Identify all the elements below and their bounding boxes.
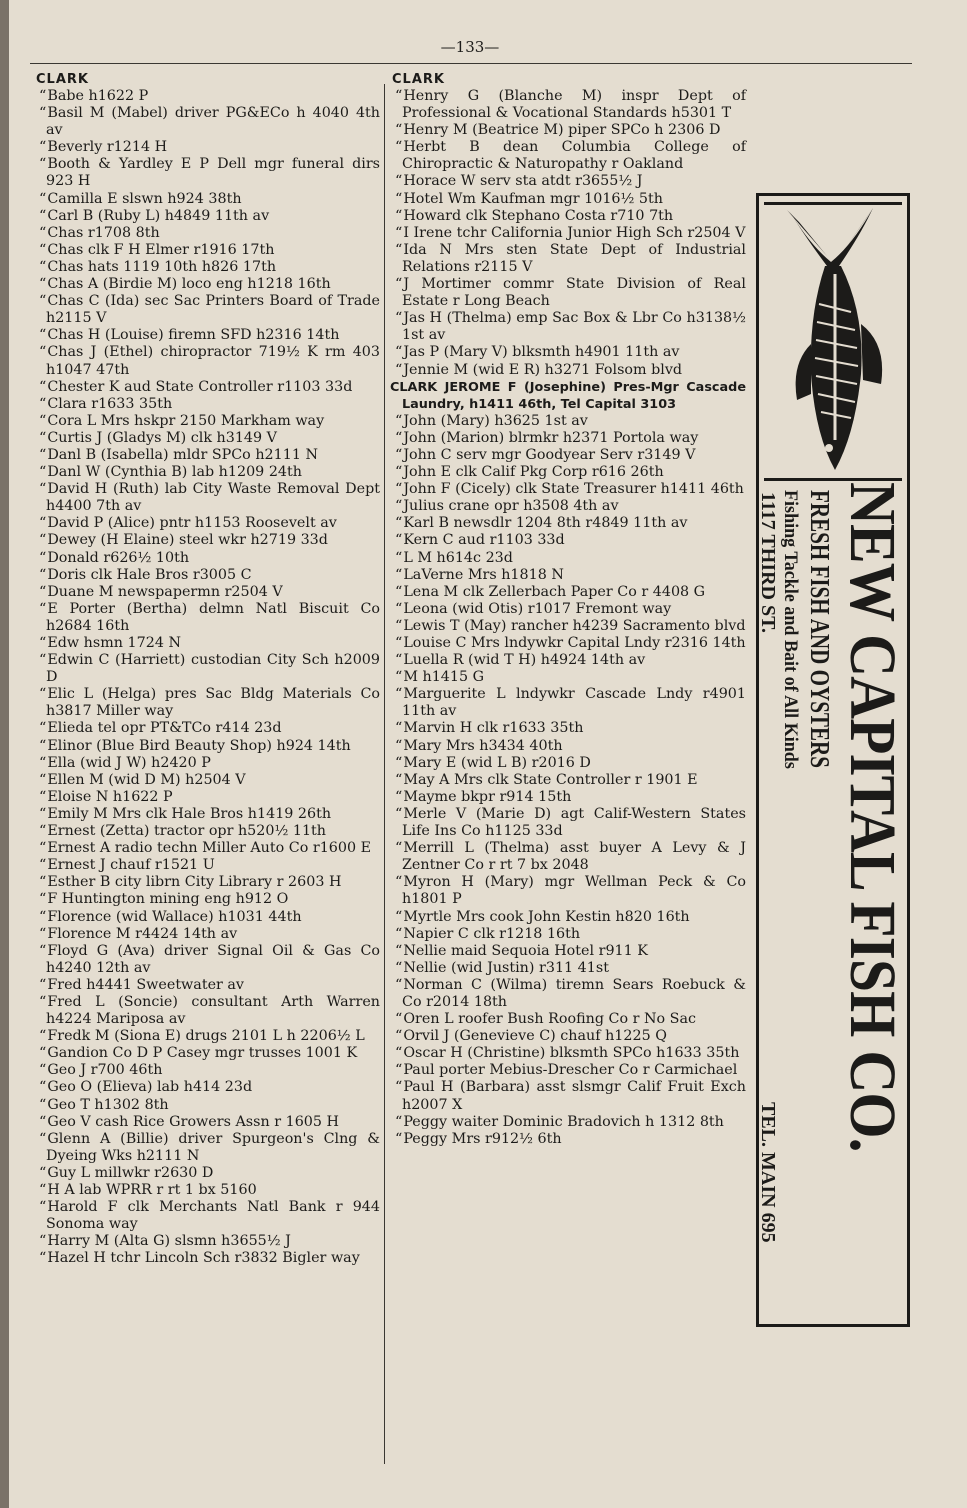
list-item: “ John E clk Calif Pkg Corp r616 26th [390, 464, 746, 481]
list-item: “ Mayme bkpr r914 15th [390, 789, 746, 806]
list-item: “ Hotel Wm Kaufman mgr 1016½ 5th [390, 191, 746, 208]
list-item: “ Doris clk Hale Bros r3005 C [34, 567, 380, 584]
list-item: “ Ernest (Zetta) tractor opr h520½ 11th [34, 823, 380, 840]
list-item: “ Mary E (wid L B) r2016 D [390, 755, 746, 772]
list-item: “ Ella (wid J W) h2420 P [34, 755, 380, 772]
list-item: “ Esther B city librn City Library r 2603 H [34, 874, 380, 891]
list-item: “ Booth & Yardley E P Dell mgr funeral dirs 923 H [34, 156, 380, 190]
list-item: “ Danl W (Cynthia B) lab h1209 24th [34, 464, 380, 481]
list-item: “ Geo J r700 46th [34, 1062, 380, 1079]
list-item: “ Cora L Mrs hskpr 2150 Markham way [34, 413, 380, 430]
list-item: “ Karl B newsdlr 1204 8th r4849 11th av [390, 515, 746, 532]
list-item: “ Jas P (Mary V) blksmth h4901 11th av [390, 344, 746, 361]
list-item: “ Herbt B dean Columbia College of Chiropractic & Naturopathy r Oakland [390, 139, 746, 173]
list-item: “ Merle V (Marie D) agt Calif-Western States Life Ins Co h1125 33d [390, 806, 746, 840]
page-binding-edge [0, 0, 9, 1508]
list-item: “ Leona (wid Otis) r1017 Fremont way [390, 601, 746, 618]
column-heading: CLARK [36, 72, 89, 87]
list-item: “ Fred h4441 Sweetwater av [34, 977, 380, 994]
list-item: “ Merrill L (Thelma) asst buyer A Levy & J Zentner Co r rt 7 bx 2048 [390, 840, 746, 874]
list-item: “ Geo V cash Rice Growers Assn r 1605 H [34, 1114, 380, 1131]
list-item: “ Peggy waiter Dominic Bradovich h 1312 8th [390, 1114, 746, 1131]
list-item: “ Lena M clk Zellerbach Paper Co r 4408 G [390, 584, 746, 601]
list-item: “ Henry G (Blanche M) inspr Dept of Professional & Vocational Standards h5301 T [390, 88, 746, 122]
list-item: “ Curtis J (Gladys M) clk h3149 V [34, 430, 380, 447]
list-item: “ Julius crane opr h3508 4th av [390, 498, 746, 515]
page-number: —133— [440, 38, 500, 56]
list-item: “ John F (Cicely) clk State Treasurer h1411 46th [390, 481, 746, 498]
list-item: “ Basil M (Mabel) driver PG&ECo h 4040 4th av [34, 105, 380, 139]
list-item: “ Elinor (Blue Bird Beauty Shop) h924 14th [34, 738, 380, 755]
list-item: “ Duane M newspapermn r2504 V [34, 584, 380, 601]
list-item: “ Hazel H tchr Lincoln Sch r3832 Bigler way [34, 1250, 380, 1267]
list-item: “ Guy L millwkr r2630 D [34, 1165, 380, 1182]
ad-address: 1117 THIRD ST. [757, 492, 779, 633]
list-item: “ Paul H (Barbara) asst slsmgr Calif Fruit Exch h2007 X [390, 1079, 746, 1113]
list-item: “ Emily M Mrs clk Hale Bros h1419 26th [34, 806, 380, 823]
list-item: “ Louise C Mrs lndywkr Capital Lndy r2316 14th [390, 635, 746, 652]
list-item: “ Chas clk F H Elmer r1916 17th [34, 242, 380, 259]
list-item: “ Florence (wid Wallace) h1031 44th [34, 909, 380, 926]
list-item: “ H A lab WPRR r rt 1 bx 5160 [34, 1182, 380, 1199]
list-item: “ Carl B (Ruby L) h4849 11th av [34, 208, 380, 225]
list-item: “ J Mortimer commr State Division of Real Estate r Long Beach [390, 276, 746, 310]
list-item: “ Fredk M (Siona E) drugs 2101 L h 2206½ L [34, 1028, 380, 1045]
list-item: “ Horace W serv sta atdt r3655½ J [390, 173, 746, 190]
list-item: “ Napier C clk r1218 16th [390, 926, 746, 943]
ad-company-name: NEW CAPITAL FISH CO. [836, 482, 909, 1152]
list-item: “ Henry M (Beatrice M) piper SPCo h 2306 D [390, 122, 746, 139]
list-item: “ Chas r1708 8th [34, 225, 380, 242]
list-item: “ Kern C aud r1103 33d [390, 532, 746, 549]
list-item: “ Florence M r4424 14th av [34, 926, 380, 943]
featured-list-item: CLARK JEROME F (Josephine) Pres-Mgr Cascade Laundry, h1411 46th, Tel Capital 3103 [390, 379, 746, 412]
list-item: “ Luella R (wid T H) h4924 14th av [390, 652, 746, 669]
list-item: “ Ida N Mrs sten State Dept of Industrial Relations r2115 V [390, 242, 746, 276]
list-item: “ Nellie (wid Justin) r311 41st [390, 960, 746, 977]
list-item: “ Chas J (Ethel) chiropractor 719½ K rm 403 h1047 47th [34, 344, 380, 378]
list-item: “ Marvin H clk r1633 35th [390, 720, 746, 737]
list-item: “ Clara r1633 35th [34, 396, 380, 413]
list-item: “ Mary Mrs h3434 40th [390, 738, 746, 755]
list-item: “ F Huntington mining eng h912 O [34, 891, 380, 908]
list-item: “ L M h614c 23d [390, 550, 746, 567]
list-item: “ Fred L (Soncie) consultant Arth Warren h4224 Mariposa av [34, 994, 380, 1028]
ad-divider-bar [764, 478, 902, 481]
fish-skeleton-icon [769, 204, 899, 476]
list-item: “ Marguerite L lndywkr Cascade Lndy r4901 11th av [390, 686, 746, 720]
list-item: “ Norman C (Wilma) tiremn Sears Roebuck & Co r2014 18th [390, 977, 746, 1011]
list-item: “ John C serv mgr Goodyear Serv r3149 V [390, 447, 746, 464]
list-item: “ Ernest A radio techn Miller Auto Co r1600 E [34, 840, 380, 857]
list-item: “ Camilla E slswn h924 38th [34, 191, 380, 208]
list-item: “ Chas C (Ida) sec Sac Printers Board of Trade h2115 V [34, 293, 380, 327]
fish-company-advertisement [756, 193, 910, 1327]
list-item: “ Chas hats 1119 10th h826 17th [34, 259, 380, 276]
ad-phone: TEL. MAIN 695 [757, 1102, 779, 1243]
list-item: “ M h1415 G [390, 669, 746, 686]
list-item: “ Chester K aud State Controller r1103 33d [34, 379, 380, 396]
list-item: “ Nellie maid Sequoia Hotel r911 K [390, 943, 746, 960]
list-item: “ E Porter (Bertha) delmn Natl Biscuit Co h2684 16th [34, 601, 380, 635]
ad-text-block [759, 482, 907, 1282]
list-item: “ Gandion Co D P Casey mgr trusses 1001 K [34, 1045, 380, 1062]
list-item: “ Lewis T (May) rancher h4239 Sacramento blvd [390, 618, 746, 635]
list-item: “ Geo T h1302 8th [34, 1097, 380, 1114]
list-item: “ Paul porter Mebius-Drescher Co r Carmichael [390, 1062, 746, 1079]
list-item: “ Myron H (Mary) mgr Wellman Peck & Co h1801 P [390, 874, 746, 908]
list-item: “ Jas H (Thelma) emp Sac Box & Lbr Co h3138½ 1st av [390, 310, 746, 344]
list-item: “ Danl B (Isabella) mldr SPCo h2111 N [34, 447, 380, 464]
list-item: “ Glenn A (Billie) driver Spurgeon's Clng & Dyeing Wks h2111 N [34, 1131, 380, 1165]
column-divider [384, 84, 385, 1464]
list-item: “ Donald r626½ 10th [34, 550, 380, 567]
directory-list [390, 88, 746, 1148]
list-item: “ Orvil J (Genevieve C) chauf h1225 Q [390, 1028, 746, 1045]
list-item: “ Elic L (Helga) pres Sac Bldg Materials Co h3817 Miller way [34, 686, 380, 720]
list-item: “ David H (Ruth) lab City Waste Removal Dept h4400 7th av [34, 481, 380, 515]
list-item: “ Babe h1622 P [34, 88, 380, 105]
list-item: “ Edwin C (Harriett) custodian City Sch h2009 D [34, 652, 380, 686]
ad-tackle-line: Fishing Tackle and Bait of All Kinds [780, 490, 801, 769]
list-item: “ Peggy Mrs r912½ 6th [390, 1131, 746, 1148]
list-item: “ Ernest J chauf r1521 U [34, 857, 380, 874]
list-item: “ Myrtle Mrs cook John Kestin h820 16th [390, 909, 746, 926]
right-column [390, 71, 746, 1148]
list-item: “ I Irene tchr California Junior High Sch r2504 V [390, 225, 746, 242]
left-column [34, 71, 380, 1267]
list-item: “ LaVerne Mrs h1818 N [390, 567, 746, 584]
list-item: “ John (Mary) h3625 1st av [390, 413, 746, 430]
list-item: “ Harry M (Alta G) slsmn h3655½ J [34, 1233, 380, 1250]
list-item: “ Eloise N h1622 P [34, 789, 380, 806]
list-item: “ Oren L roofer Bush Roofing Co r No Sac [390, 1011, 746, 1028]
list-item: “ Beverly r1214 H [34, 139, 380, 156]
list-item: “ Dewey (H Elaine) steel wkr h2719 33d [34, 532, 380, 549]
list-item: “ David P (Alice) pntr h1153 Roosevelt av [34, 515, 380, 532]
ad-tagline: FRESH FISH AND OYSTERS [805, 490, 835, 768]
list-item: “ May A Mrs clk State Controller r 1901 E [390, 772, 746, 789]
list-item: “ Oscar H (Christine) blksmth SPCo h1633 35th [390, 1045, 746, 1062]
list-item: “ Chas A (Birdie M) loco eng h1218 16th [34, 276, 380, 293]
list-item: “ Geo O (Elieva) lab h414 23d [34, 1079, 380, 1096]
list-item: “ Floyd G (Ava) driver Signal Oil & Gas Co h4240 12th av [34, 943, 380, 977]
directory-list [34, 88, 380, 1267]
header-rule [30, 63, 912, 64]
list-item: “ Howard clk Stephano Costa r710 7th [390, 208, 746, 225]
list-item: “ Edw hsmn 1724 N [34, 635, 380, 652]
list-item: “ Elieda tel opr PT&TCo r414 23d [34, 720, 380, 737]
list-item: “ John (Marion) blrmkr h2371 Portola way [390, 430, 746, 447]
list-item: “ Harold F clk Merchants Natl Bank r 944 Sonoma way [34, 1199, 380, 1233]
column-heading: CLARK [392, 72, 445, 87]
list-item: “ Chas H (Louise) firemn SFD h2316 14th [34, 327, 380, 344]
list-item: “ Jennie M (wid E R) h3271 Folsom blvd [390, 362, 746, 379]
list-item: “ Ellen M (wid D M) h2504 V [34, 772, 380, 789]
